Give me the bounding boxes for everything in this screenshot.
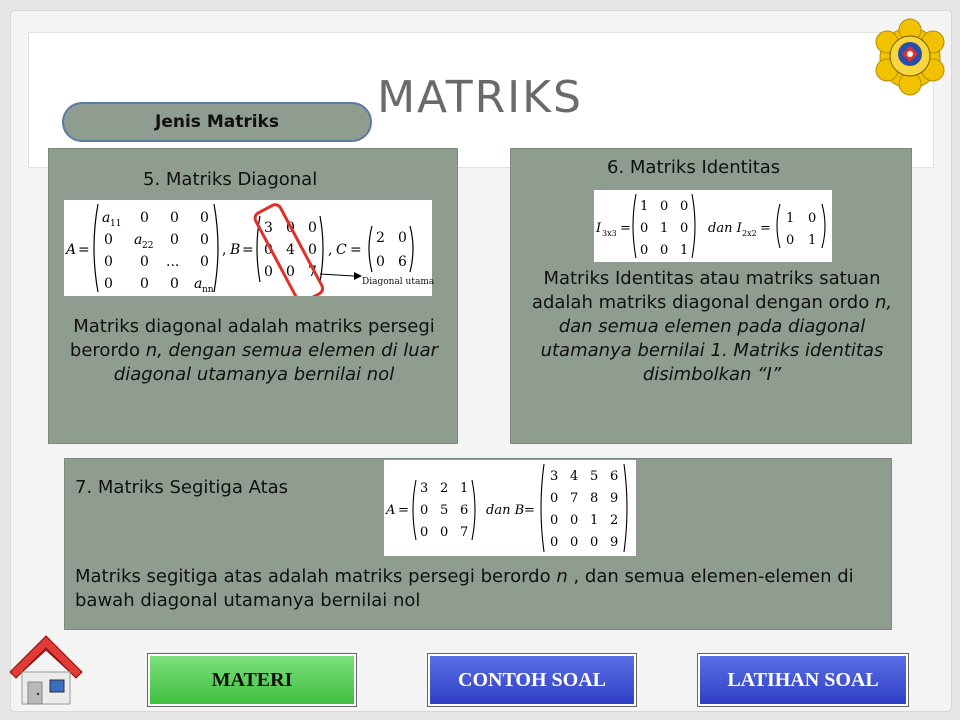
svg-text:4: 4 xyxy=(570,469,579,484)
upper-triangular-formula xyxy=(384,460,636,556)
svg-text:2: 2 xyxy=(610,513,619,528)
svg-text:dan I: dan I xyxy=(708,221,742,236)
svg-text:0: 0 xyxy=(640,243,649,258)
svg-text:0: 0 xyxy=(308,242,317,258)
svg-text:a: a xyxy=(134,232,143,248)
identity-desc-plain: Matriks Identitas atau matriks satuan adalah matriks diagonal dengan ordo xyxy=(531,268,881,313)
diagonal-desc-italic: n, dengan semua elemen di luar diagonal utamanya bernilai nol xyxy=(113,340,439,385)
svg-text:C: C xyxy=(336,242,347,258)
diagonal-matrix-heading: 5. Matriks Diagonal xyxy=(143,169,318,190)
home-icon[interactable] xyxy=(4,628,88,712)
svg-text:0: 0 xyxy=(170,210,179,226)
svg-text:=: = xyxy=(350,242,362,258)
identity-matrix-formula xyxy=(594,190,832,262)
svg-text:0: 0 xyxy=(680,221,689,236)
upper-triangular-description xyxy=(75,565,885,613)
svg-text:0: 0 xyxy=(786,233,795,248)
svg-text:B: B xyxy=(230,242,241,258)
identity-desc-italic: n, dan semua elemen pada diagonal utamanya bernilai 1. Matriks identitas disimbolkan “I” xyxy=(540,292,893,385)
svg-text:4: 4 xyxy=(286,242,295,258)
svg-text:0: 0 xyxy=(140,210,149,226)
diagonal-matrix-card xyxy=(48,148,458,444)
svg-text:,: , xyxy=(328,242,333,258)
svg-text:0: 0 xyxy=(200,232,209,248)
university-seal-icon xyxy=(870,18,950,98)
svg-text:0: 0 xyxy=(550,535,559,550)
svg-text:0: 0 xyxy=(640,221,649,236)
svg-text:=: = xyxy=(398,503,409,518)
svg-text:0: 0 xyxy=(660,243,669,258)
svg-text:...: ... xyxy=(166,254,180,270)
svg-text:0: 0 xyxy=(570,535,579,550)
svg-text:9: 9 xyxy=(610,491,619,506)
svg-text:0: 0 xyxy=(286,264,295,280)
identity-matrix-description xyxy=(521,267,903,387)
svg-text:0: 0 xyxy=(550,513,559,528)
svg-text:0: 0 xyxy=(286,220,295,236)
svg-text:0: 0 xyxy=(808,211,817,226)
diagonal-matrix-description xyxy=(61,315,447,387)
triangular-desc-rest: , dan semua elemen-elemen di bawah diagonal utamanya bernilai nol xyxy=(75,566,854,611)
svg-text:0: 0 xyxy=(104,232,113,248)
svg-text:3: 3 xyxy=(550,469,559,484)
svg-text:7: 7 xyxy=(460,525,469,540)
svg-text:6: 6 xyxy=(460,503,469,518)
svg-text:1: 1 xyxy=(680,243,689,258)
svg-text:0: 0 xyxy=(200,210,209,226)
svg-text:0: 0 xyxy=(376,254,385,270)
svg-text:2x2: 2x2 xyxy=(742,229,757,238)
svg-text:0: 0 xyxy=(200,254,209,270)
latihan-soal-button[interactable]: LATIHAN SOAL xyxy=(698,654,908,706)
svg-text:a: a xyxy=(102,210,111,226)
svg-text:0: 0 xyxy=(140,276,149,292)
svg-text:I: I xyxy=(596,221,602,236)
svg-text:8: 8 xyxy=(590,491,599,506)
svg-text:5: 5 xyxy=(440,503,449,518)
materi-button[interactable]: MATERI xyxy=(148,654,356,706)
svg-text:1: 1 xyxy=(786,211,795,226)
svg-text:0: 0 xyxy=(308,220,317,236)
diagonal-desc-plain: Matriks diagonal adalah matriks persegi berordo xyxy=(69,316,435,361)
svg-text:2: 2 xyxy=(440,481,449,496)
svg-text:7: 7 xyxy=(308,264,317,280)
svg-text:9: 9 xyxy=(610,535,619,550)
svg-text:5: 5 xyxy=(590,469,599,484)
svg-text:,: , xyxy=(222,242,227,258)
svg-text:6: 6 xyxy=(398,254,407,270)
svg-text:3: 3 xyxy=(264,220,273,236)
svg-text:1: 1 xyxy=(590,513,599,528)
svg-text:2: 2 xyxy=(376,230,385,246)
svg-text:1: 1 xyxy=(460,481,469,496)
svg-text:0: 0 xyxy=(170,276,179,292)
svg-text:=: = xyxy=(524,503,535,518)
svg-text:1: 1 xyxy=(660,221,669,236)
section-label: Jenis Matriks xyxy=(62,102,372,142)
svg-text:1: 1 xyxy=(640,199,649,214)
svg-text:0: 0 xyxy=(550,491,559,506)
svg-text:A: A xyxy=(386,503,396,518)
svg-text:0: 0 xyxy=(440,525,449,540)
svg-text:nn: nn xyxy=(202,285,214,295)
svg-text:a: a xyxy=(194,276,203,292)
svg-text:1: 1 xyxy=(808,233,817,248)
identity-matrix-heading: 6. Matriks Identitas xyxy=(607,157,781,178)
svg-text:=: = xyxy=(242,242,254,258)
svg-text:0: 0 xyxy=(570,513,579,528)
diagonal-annotation: Diagonal utama xyxy=(362,277,435,287)
svg-text:22: 22 xyxy=(142,241,154,251)
svg-text:0: 0 xyxy=(170,232,179,248)
svg-text:0: 0 xyxy=(420,525,429,540)
svg-text:6: 6 xyxy=(610,469,619,484)
svg-text:A: A xyxy=(66,242,77,258)
svg-text:0: 0 xyxy=(420,503,429,518)
svg-text:11: 11 xyxy=(110,219,122,229)
svg-text:0: 0 xyxy=(590,535,599,550)
svg-text:0: 0 xyxy=(660,199,669,214)
svg-text:0: 0 xyxy=(104,276,113,292)
contoh-soal-button[interactable]: CONTOH SOAL xyxy=(428,654,636,706)
svg-text:0: 0 xyxy=(398,230,407,246)
svg-text:0: 0 xyxy=(264,242,273,258)
svg-text:=: = xyxy=(78,242,90,258)
page-title: MATRIKS xyxy=(377,72,583,123)
svg-text:3: 3 xyxy=(420,481,429,496)
svg-text:0: 0 xyxy=(680,199,689,214)
svg-text:0: 0 xyxy=(104,254,113,270)
triangular-desc-plain: Matriks segitiga atas adalah matriks persegi berordo xyxy=(75,566,557,587)
svg-text:dan B: dan B xyxy=(486,503,525,518)
upper-triangular-heading: 7. Matriks Segitiga Atas xyxy=(75,477,289,498)
svg-text:=: = xyxy=(620,221,631,236)
svg-text:=: = xyxy=(760,221,771,236)
svg-text:0: 0 xyxy=(140,254,149,270)
svg-text:3x3: 3x3 xyxy=(602,229,617,238)
triangular-desc-italic: n xyxy=(556,566,568,587)
svg-text:0: 0 xyxy=(264,264,273,280)
svg-text:7: 7 xyxy=(570,491,579,506)
